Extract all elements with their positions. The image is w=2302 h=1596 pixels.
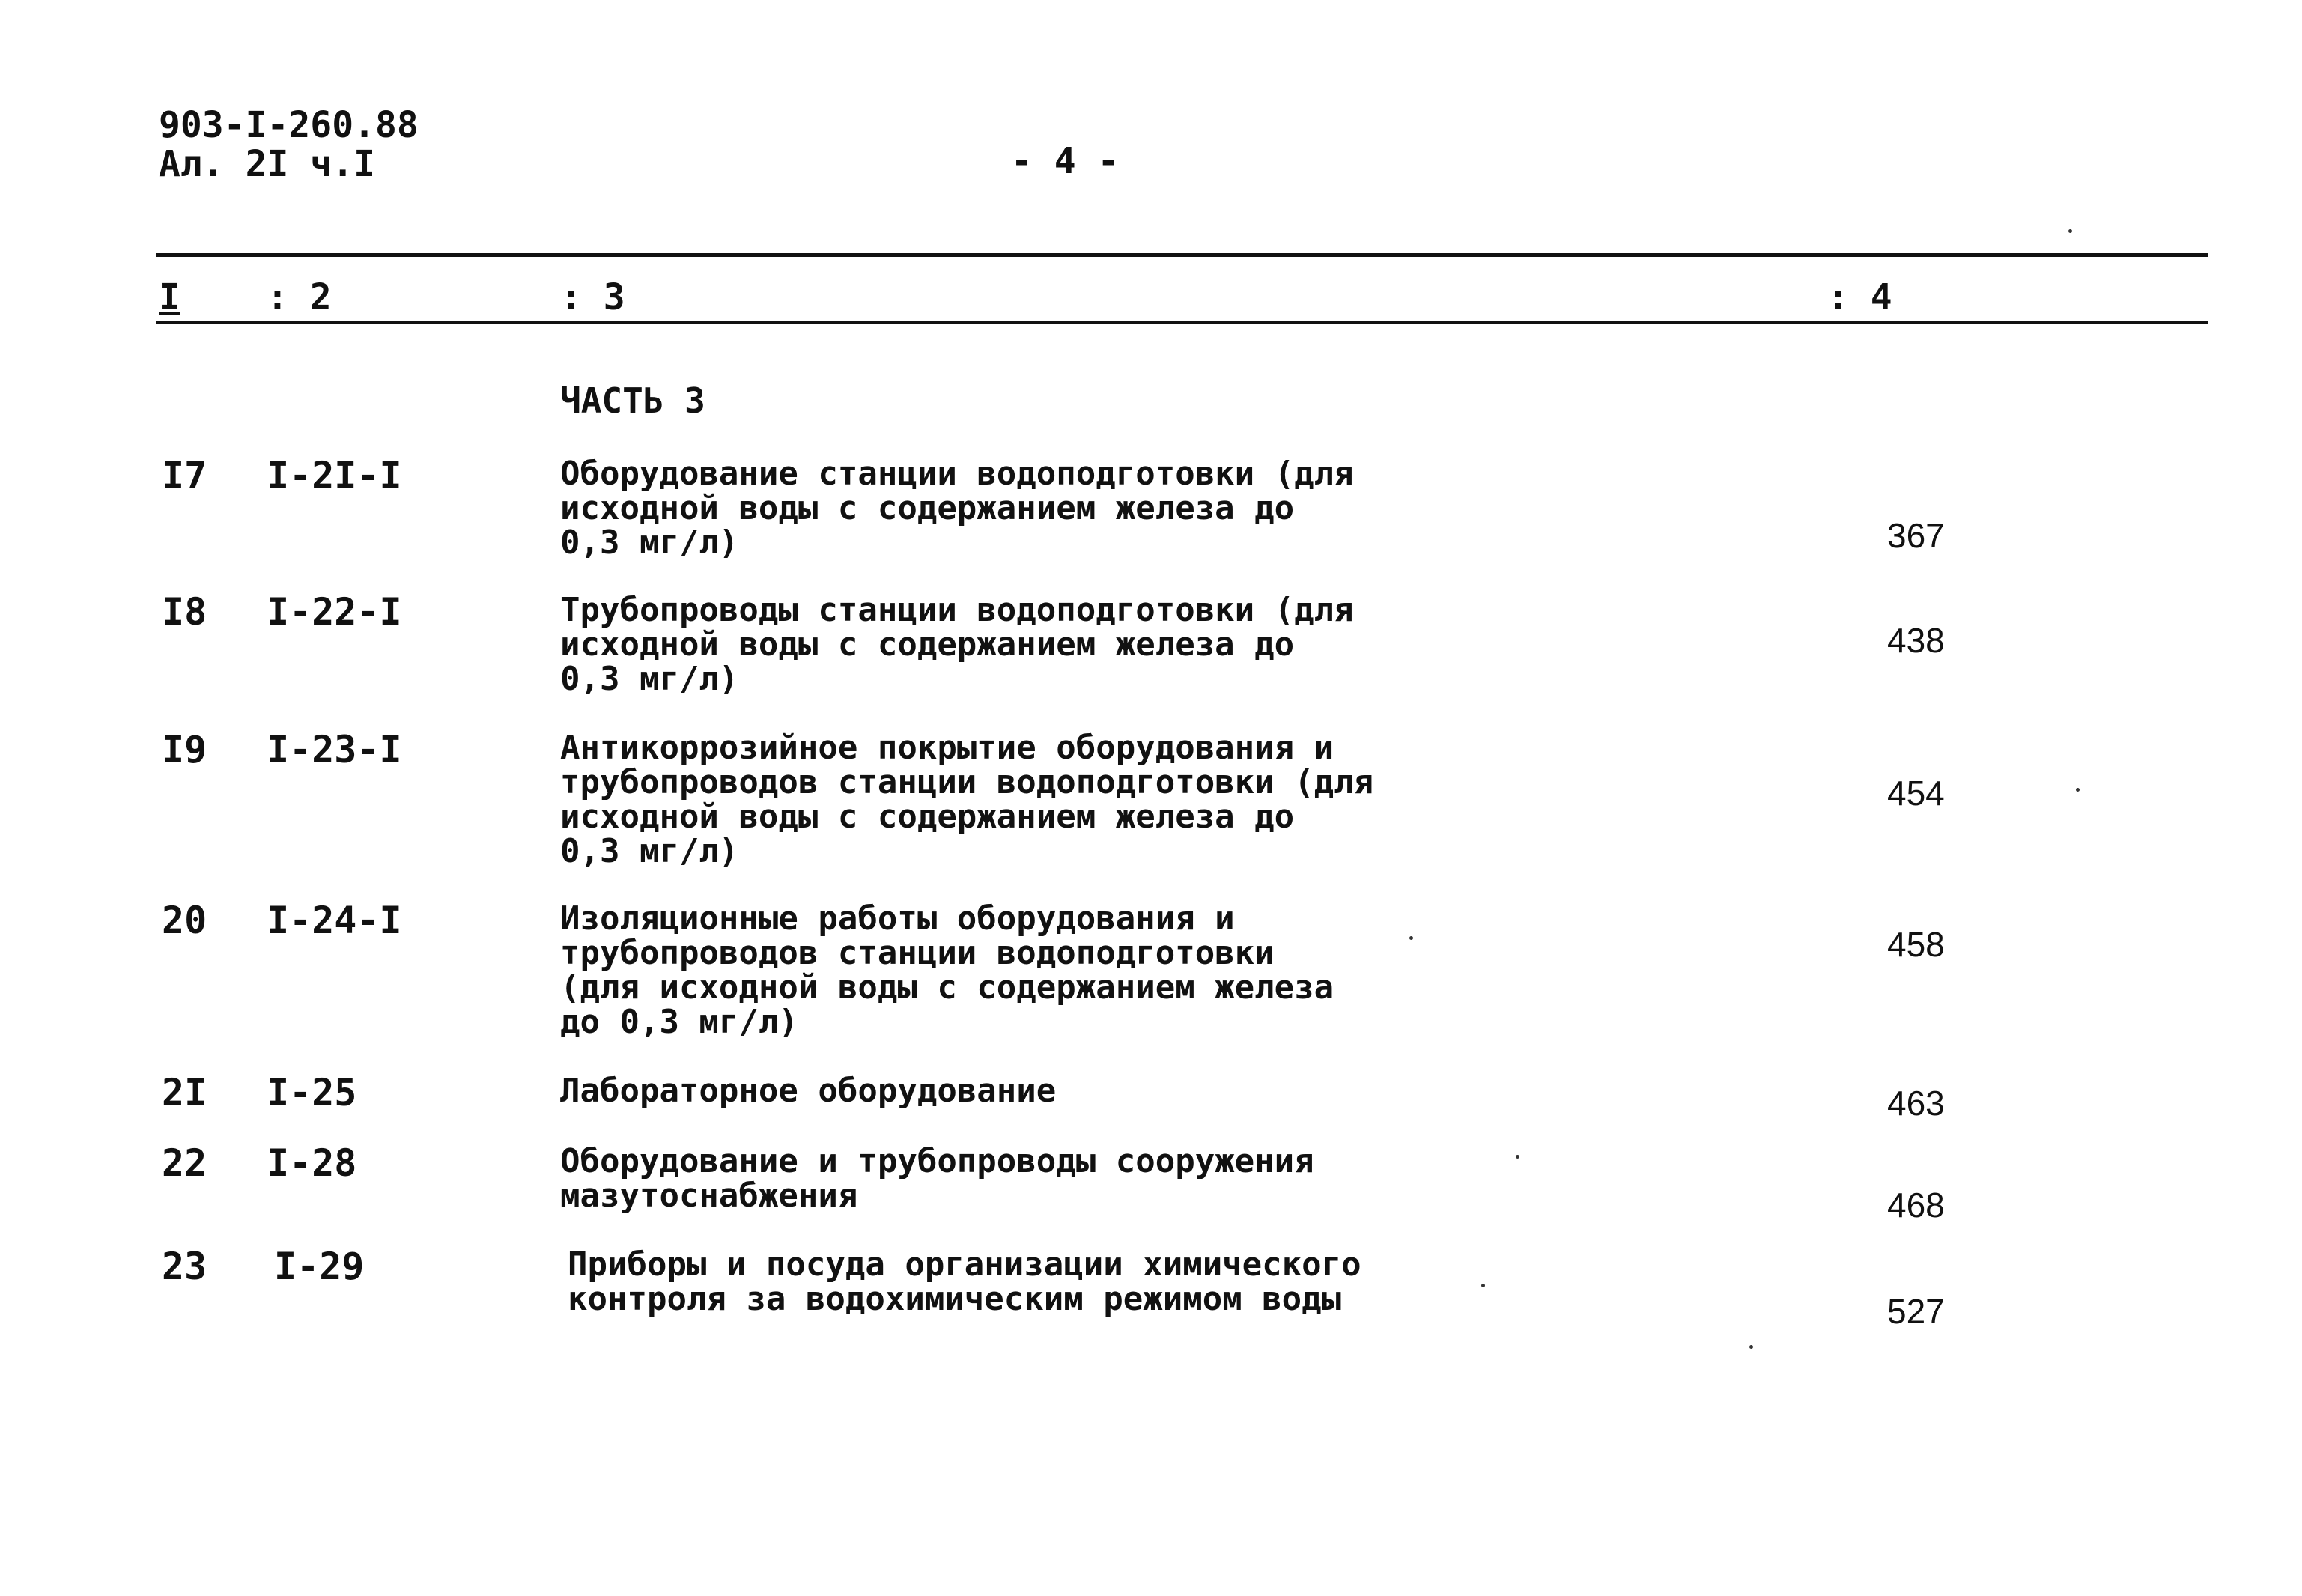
row-number: 22 (162, 1141, 207, 1185)
description-line: трубопроводов станции водоподготовки (для (560, 763, 1374, 801)
page-number: - 4 - (1011, 140, 1120, 182)
column-header-2: : 2 (267, 276, 332, 318)
row-description (560, 731, 1474, 869)
description-line: Приборы и посуда организации химического (568, 1245, 1361, 1284)
row-code: I-23-I (267, 728, 402, 771)
description-line: контроля за водохимическим режимом воды (568, 1280, 1342, 1318)
description-line: Трубопроводы станции водоподготовки (для (560, 591, 1354, 629)
scan-speck (1516, 1155, 1519, 1159)
description-line: трубопроводов станции водоподготовки (560, 934, 1275, 972)
scan-speck (2068, 229, 2072, 233)
row-page: 367 (1887, 516, 1945, 555)
column-header-3: : 3 (560, 276, 625, 318)
description-line: мазутоснабжения (560, 1177, 858, 1215)
row-code: I-29 (274, 1245, 365, 1288)
row-code: I-24-I (267, 899, 402, 942)
column-header-1: I (159, 276, 180, 318)
row-code: I-22-I (267, 590, 402, 634)
description-line: Антикоррозийное покрытие оборудования и (560, 729, 1334, 767)
document-subcode: Ал. 2I ч.I (159, 143, 375, 185)
row-page: 463 (1887, 1084, 1945, 1123)
row-description (560, 457, 1474, 560)
description-line: Оборудование станции водоподготовки (для (560, 455, 1354, 493)
description-line: Оборудование и трубопроводы сооружения (560, 1142, 1314, 1180)
table-top-rule (156, 253, 2208, 257)
row-code: I-2I-I (267, 454, 402, 497)
row-number: 2I (162, 1071, 207, 1114)
row-description (560, 593, 1474, 697)
row-number: 23 (162, 1245, 207, 1288)
description-line: исходной воды с содержанием железа до (560, 798, 1295, 836)
row-page: 458 (1887, 925, 1945, 964)
row-page: 468 (1887, 1186, 1945, 1225)
description-line: исходной воды с содержанием железа до (560, 625, 1295, 664)
row-page: 438 (1887, 621, 1945, 660)
row-code: I-25 (267, 1071, 357, 1114)
section-title: ЧАСТЬ 3 (560, 380, 705, 421)
scan-speck (1481, 1284, 1485, 1287)
row-description (560, 899, 1474, 1041)
description-line: (для исходной воды с содержанием железа (560, 968, 1334, 1007)
table-head-rule (156, 321, 2208, 324)
row-description (560, 1074, 1474, 1108)
document-code: 903-I-260.88 (159, 104, 419, 146)
description-line: 0,3 мг/л) (560, 524, 739, 562)
scan-speck (2076, 788, 2080, 792)
row-number: I8 (162, 590, 207, 634)
row-page: 527 (1887, 1292, 1945, 1331)
row-number: I9 (162, 728, 207, 771)
description-line: до 0,3 мг/л) (560, 1003, 798, 1041)
description-line: 0,3 мг/л) (560, 660, 739, 698)
row-code: I-28 (267, 1141, 357, 1185)
description-line: 0,3 мг/л) (560, 832, 739, 870)
row-number: I7 (162, 454, 207, 497)
description-line: исходной воды с содержанием железа до (560, 489, 1295, 527)
row-description (560, 1144, 1474, 1213)
scan-speck (1409, 936, 1413, 940)
row-description (568, 1245, 1481, 1318)
description-line: Изоляционные работы оборудования и (560, 899, 1235, 938)
description-line: Лабораторное оборудование (560, 1072, 1057, 1110)
row-page: 454 (1887, 774, 1945, 813)
column-header-4: : 4 (1827, 276, 1892, 318)
row-number: 20 (162, 899, 207, 942)
scan-speck (1749, 1345, 1753, 1349)
